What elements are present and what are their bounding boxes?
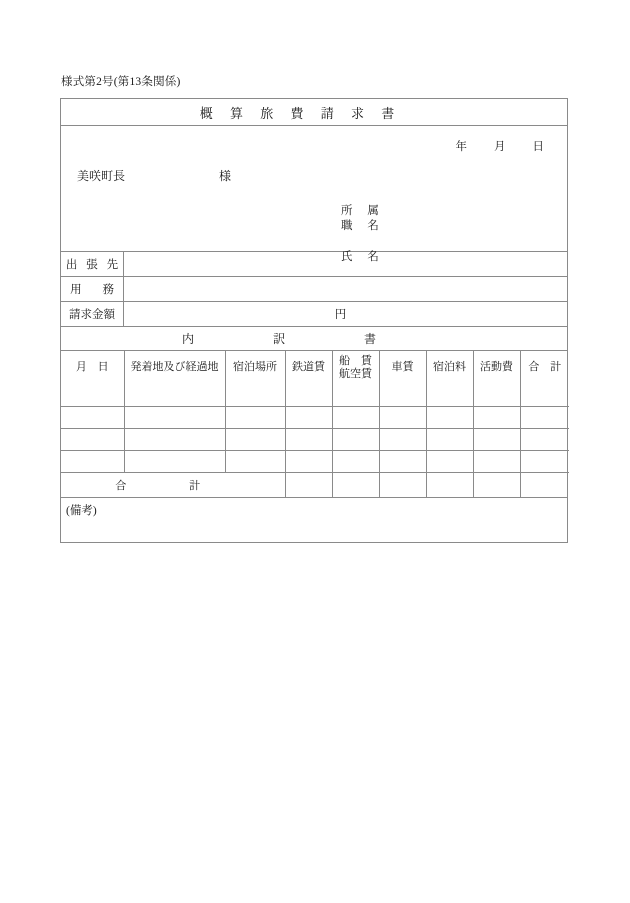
col-header-total: 合 計 [528, 361, 566, 373]
col-header-route: 発着地及び経過地 [124, 351, 225, 384]
cell-total[interactable] [520, 384, 569, 406]
cell-rail-fare[interactable] [285, 428, 332, 450]
cell-date[interactable] [61, 384, 124, 406]
cell-lodging-fee[interactable] [426, 428, 473, 450]
date-line [456, 138, 546, 154]
destination-row [61, 252, 567, 277]
cell-vehicle-fare[interactable] [379, 450, 426, 472]
cell-lodging-place[interactable] [225, 384, 285, 406]
table-row [61, 428, 569, 450]
date-year-label: 年 [455, 141, 468, 153]
total-grand[interactable] [520, 472, 569, 497]
cell-ship-air-fare[interactable] [332, 384, 379, 406]
cell-route[interactable] [124, 450, 225, 472]
breakdown-table-body [61, 384, 569, 497]
purpose-row [61, 277, 567, 302]
form-title-row [61, 99, 567, 126]
cell-route[interactable] [124, 384, 225, 406]
table-row [61, 406, 569, 428]
cell-ship-air-fare[interactable] [332, 450, 379, 472]
form-number-caption: 様式第2号(第13条関係) [61, 76, 181, 88]
breakdown-table [61, 351, 569, 497]
date-day-label: 日 [532, 141, 545, 153]
job-title-label: 職 名 [341, 220, 385, 232]
cell-ship-air-fare[interactable] [332, 406, 379, 428]
breakdown-banner-row [61, 327, 567, 351]
cell-date[interactable] [61, 428, 124, 450]
applicant-org-block [335, 204, 385, 234]
claim-amount-label: 請求金額 [61, 302, 124, 326]
cell-vehicle-fare[interactable] [379, 406, 426, 428]
remarks-label: (備考) [66, 505, 97, 517]
total-label-cell: 合 計 [61, 472, 285, 497]
breakdown-banner-label: 内 訳 書 [181, 332, 414, 346]
table-row [61, 384, 569, 406]
col-header-activity-expense: 活動費 [473, 351, 520, 384]
cell-lodging-place[interactable] [225, 428, 285, 450]
col-header-date: 月 日 [61, 351, 124, 384]
cell-activity-expense[interactable] [473, 428, 520, 450]
cell-route[interactable] [124, 406, 225, 428]
cell-date[interactable] [61, 406, 124, 428]
affiliation-label: 所 属 [341, 205, 385, 217]
col-header-lodging-fee: 宿泊料 [426, 351, 473, 384]
cell-activity-expense[interactable] [473, 406, 520, 428]
table-row [61, 450, 569, 472]
cell-activity-expense[interactable] [473, 384, 520, 406]
page-title: 概 算 旅 費 請 求 書 [199, 105, 402, 121]
cell-rail-fare[interactable] [285, 450, 332, 472]
cell-total[interactable] [520, 406, 569, 428]
cell-ship-air-fare[interactable] [332, 428, 379, 450]
breakdown-header-row [61, 351, 569, 384]
cell-route[interactable] [124, 428, 225, 450]
cell-vehicle-fare[interactable] [379, 384, 426, 406]
cell-activity-expense[interactable] [473, 450, 520, 472]
col-header-ship-air-fare: 船 賃 航空賃 [332, 351, 379, 384]
remarks-section[interactable] [61, 498, 567, 542]
total-lodging-fee[interactable] [426, 472, 473, 497]
cell-total[interactable] [520, 450, 569, 472]
purpose-label: 用 務 [61, 277, 124, 301]
purpose-input[interactable] [124, 277, 567, 301]
expense-claim-form [60, 98, 568, 543]
cell-lodging-fee[interactable] [426, 406, 473, 428]
breakdown-table-row [61, 351, 567, 498]
total-activity-expense[interactable] [473, 472, 520, 497]
cell-lodging-fee[interactable] [426, 384, 473, 406]
cell-total[interactable] [520, 428, 569, 450]
total-ship-air-fare[interactable] [332, 472, 379, 497]
col-header-lodging-place: 宿泊場所 [225, 351, 285, 384]
col-header-rail-fare: 鉄道賃 [285, 351, 332, 384]
addressee-honorific: 様 [219, 169, 232, 183]
date-month-label: 月 [494, 141, 507, 153]
total-row [61, 472, 569, 497]
cell-rail-fare[interactable] [285, 384, 332, 406]
col-header-vehicle-fare: 車賃 [379, 351, 426, 384]
claim-amount-row [61, 302, 567, 327]
addressee-name: 美咲町長 [77, 169, 126, 183]
claim-amount-currency[interactable]: 円 [334, 309, 347, 321]
total-rail-fare[interactable] [285, 472, 332, 497]
cell-lodging-place[interactable] [225, 450, 285, 472]
cell-lodging-place[interactable] [225, 406, 285, 428]
destination-label: 出 張 先 [61, 252, 124, 276]
cell-rail-fare[interactable] [285, 406, 332, 428]
cell-date[interactable] [61, 450, 124, 472]
cell-lodging-fee[interactable] [426, 450, 473, 472]
total-vehicle-fare[interactable] [379, 472, 426, 497]
cell-vehicle-fare[interactable] [379, 428, 426, 450]
addressee-signature-block [61, 126, 567, 263]
name-label: 氏 名 [341, 251, 385, 263]
